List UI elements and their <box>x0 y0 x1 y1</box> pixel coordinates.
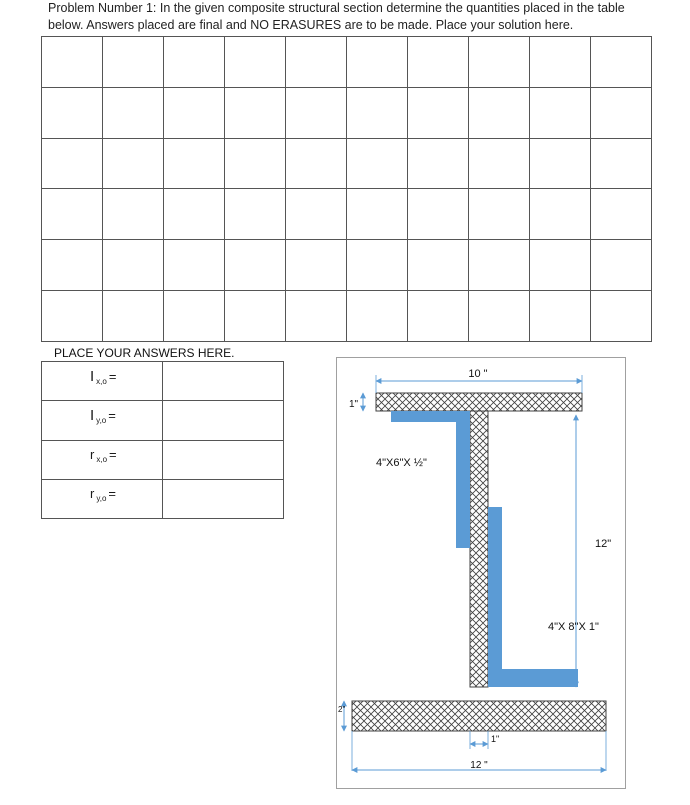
grid-cell[interactable] <box>408 240 469 291</box>
answers-table <box>41 361 284 519</box>
grid-cell[interactable] <box>164 87 225 138</box>
grid-cell[interactable] <box>591 87 652 138</box>
answer-label-iyo <box>42 401 163 440</box>
grid-row <box>42 37 652 88</box>
grid-cell[interactable] <box>286 138 347 189</box>
grid-cell[interactable] <box>469 291 530 342</box>
grid-cell[interactable] <box>225 291 286 342</box>
grid-cell[interactable] <box>286 240 347 291</box>
grid-cell[interactable] <box>408 138 469 189</box>
grid-cell[interactable] <box>408 87 469 138</box>
top-width-label: 10 " <box>468 368 488 380</box>
web-plate <box>470 411 488 687</box>
answer-subscript: x,o <box>96 454 108 464</box>
height-label: 12" <box>595 538 612 550</box>
grid-cell[interactable] <box>347 37 408 88</box>
top-plate <box>376 393 582 411</box>
answer-subscript: y,o <box>96 493 107 503</box>
grid-cell[interactable] <box>164 291 225 342</box>
grid-cell[interactable] <box>103 37 164 88</box>
grid-cell[interactable] <box>103 138 164 189</box>
grid-cell[interactable] <box>469 189 530 240</box>
answer-symbol: r <box>90 446 95 462</box>
grid-row <box>42 189 652 240</box>
grid-cell[interactable] <box>103 87 164 138</box>
grid-row <box>42 87 652 138</box>
grid-cell[interactable] <box>408 37 469 88</box>
grid-cell[interactable] <box>103 240 164 291</box>
answer-field-rxo[interactable] <box>163 440 284 479</box>
grid-cell[interactable] <box>347 138 408 189</box>
grid-cell[interactable] <box>591 138 652 189</box>
answer-field-ixo[interactable] <box>163 362 284 401</box>
composite-section-figure <box>336 357 626 789</box>
grid-cell[interactable] <box>225 138 286 189</box>
grid-row <box>42 291 652 342</box>
grid-cell[interactable] <box>286 87 347 138</box>
grid-cell[interactable] <box>591 37 652 88</box>
web-thickness-label: 1" <box>491 734 500 744</box>
grid-cell[interactable] <box>408 189 469 240</box>
grid-row <box>42 240 652 291</box>
grid-cell[interactable] <box>469 87 530 138</box>
grid-cell[interactable] <box>347 291 408 342</box>
grid-cell[interactable] <box>103 291 164 342</box>
grid-cell[interactable] <box>42 87 103 138</box>
bottom-thickness-label: 2" <box>338 705 346 714</box>
answer-equals: = <box>108 369 117 384</box>
answer-equals: = <box>108 485 117 501</box>
angle-bottom-label: 4"X 8"X 1" <box>548 621 599 633</box>
grid-cell[interactable] <box>225 37 286 88</box>
grid-cell[interactable] <box>469 37 530 88</box>
grid-cell[interactable] <box>42 240 103 291</box>
grid-cell[interactable] <box>164 240 225 291</box>
angle-top-label: 4"X6"X ½" <box>376 457 427 469</box>
grid-cell[interactable] <box>42 138 103 189</box>
answer-symbol: I <box>90 368 95 385</box>
answer-equals: = <box>109 446 117 462</box>
grid-cell[interactable] <box>591 240 652 291</box>
solution-grid[interactable] <box>41 36 652 342</box>
grid-cell[interactable] <box>347 189 408 240</box>
grid-cell[interactable] <box>530 240 591 291</box>
answer-subscript: x,o <box>96 377 107 386</box>
answer-label-ryo <box>42 479 163 518</box>
grid-cell[interactable] <box>469 138 530 189</box>
answer-symbol: I <box>90 407 95 425</box>
problem-statement <box>48 0 668 34</box>
grid-cell[interactable] <box>103 189 164 240</box>
bottom-plate <box>352 701 606 731</box>
answer-label-ixo <box>42 362 163 401</box>
problem-line-2: below. Answers placed are final and NO ERASURES are to be made. Place your solution here. <box>48 18 574 32</box>
answers-title: PLACE YOUR ANSWERS HERE. <box>54 346 235 360</box>
grid-cell[interactable] <box>530 87 591 138</box>
problem-line-1: Problem Number 1: In the given composite structural section determine the quantities placed in the table <box>48 1 625 15</box>
grid-cell[interactable] <box>286 291 347 342</box>
answer-row-iyo <box>42 401 284 440</box>
grid-cell[interactable] <box>469 240 530 291</box>
answer-symbol: r <box>90 485 95 501</box>
grid-cell[interactable] <box>347 240 408 291</box>
grid-row <box>42 138 652 189</box>
grid-cell[interactable] <box>347 87 408 138</box>
answer-subscript: y,o <box>96 416 107 426</box>
grid-cell[interactable] <box>42 189 103 240</box>
answer-label-rxo <box>42 440 163 479</box>
grid-cell[interactable] <box>225 189 286 240</box>
answer-equals: = <box>108 408 116 424</box>
grid-cell[interactable] <box>225 87 286 138</box>
answer-row-ryo <box>42 479 284 518</box>
bottom-width-label: 12 " <box>470 760 488 771</box>
grid-cell[interactable] <box>530 138 591 189</box>
answer-field-iyo[interactable] <box>163 401 284 440</box>
grid-cell[interactable] <box>286 37 347 88</box>
grid-cell[interactable] <box>591 189 652 240</box>
answer-row-rxo <box>42 440 284 479</box>
answer-row-ixo <box>42 362 284 401</box>
grid-cell[interactable] <box>286 189 347 240</box>
grid-cell[interactable] <box>42 37 103 88</box>
grid-cell[interactable] <box>530 291 591 342</box>
grid-cell[interactable] <box>530 37 591 88</box>
answer-field-ryo[interactable] <box>163 479 284 518</box>
grid-cell[interactable] <box>42 291 103 342</box>
grid-cell[interactable] <box>591 291 652 342</box>
grid-cell[interactable] <box>225 240 286 291</box>
grid-cell[interactable] <box>530 189 591 240</box>
grid-cell[interactable] <box>164 189 225 240</box>
top-angle <box>391 411 470 548</box>
grid-cell[interactable] <box>164 138 225 189</box>
bottom-angle <box>488 507 578 687</box>
grid-cell[interactable] <box>164 37 225 88</box>
top-thickness-label: 1" <box>349 399 359 410</box>
grid-cell[interactable] <box>408 291 469 342</box>
